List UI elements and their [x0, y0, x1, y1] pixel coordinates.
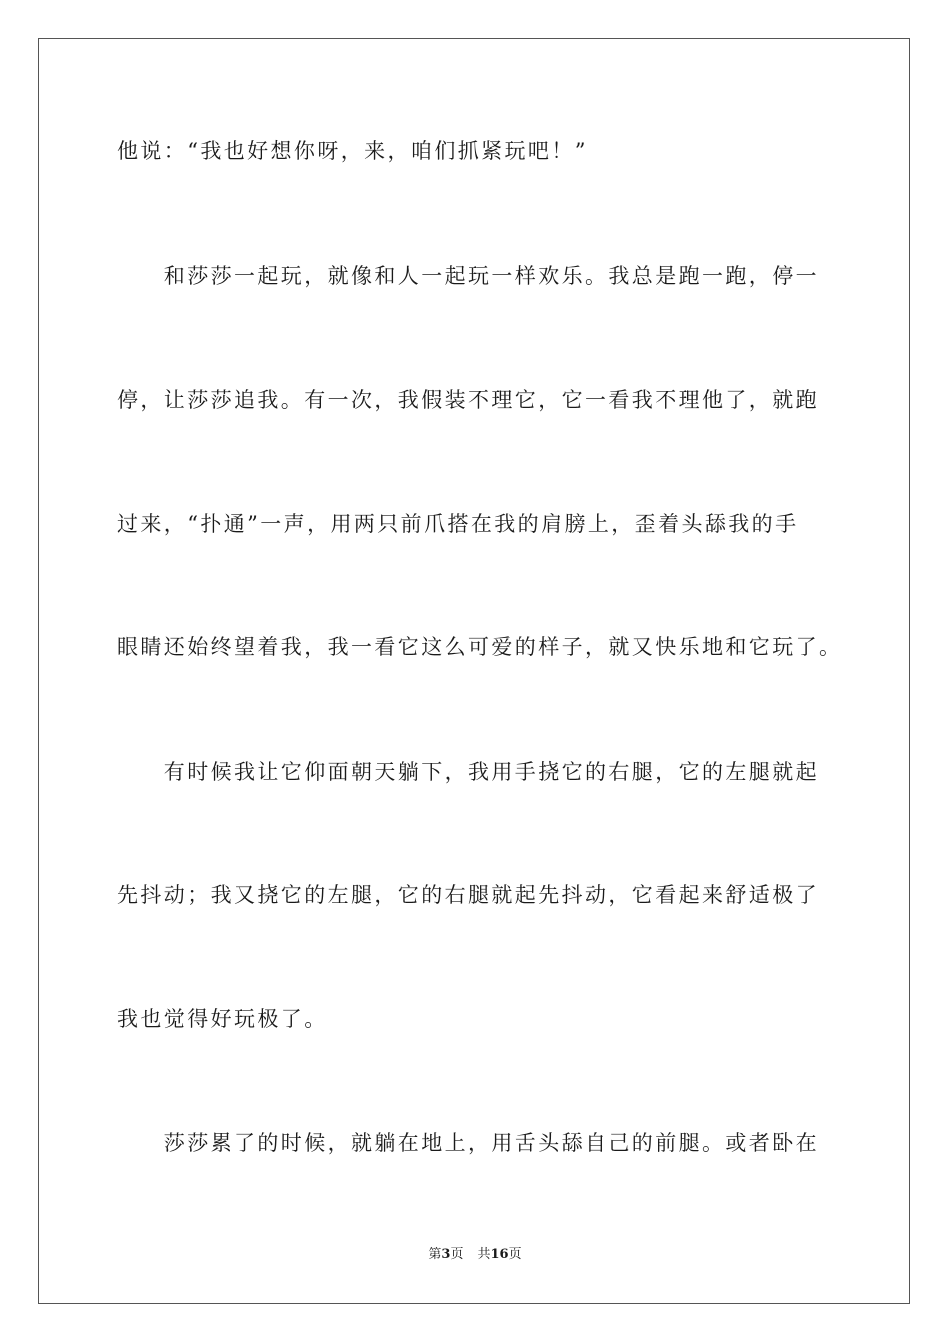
- total-pages-suffix: 页: [508, 1247, 522, 1262]
- total-pages-prefix: 共: [477, 1247, 491, 1262]
- body-text-line-1: 他说：“我也好想你呀，来，咱们抓紧玩吧！”: [117, 139, 588, 163]
- page-number-prefix: 第: [428, 1247, 442, 1262]
- body-text-line-3: 停，让莎莎追我。有一次，我假装不理它，它一看我不理他了，就跑: [117, 388, 819, 412]
- body-text-line-8: 我也觉得好玩极了。: [117, 1007, 328, 1031]
- total-pages-value: 16: [490, 1247, 509, 1262]
- page-border: [38, 38, 910, 1304]
- body-text-line-7: 先抖动；我又挠它的左腿，它的右腿就起先抖动，它看起来舒适极了: [117, 883, 819, 907]
- body-text-line-5: 眼睛还始终望着我，我一看它这么可爱的样子，就又快乐地和它玩了。: [117, 635, 843, 659]
- page-footer: [0, 1246, 950, 1264]
- body-text-line-6: 有时候我让它仰面朝天躺下，我用手挠它的右腿，它的左腿就起: [117, 760, 819, 784]
- body-text-line-9: 莎莎累了的时候，就躺在地上，用舌头舔自己的前腿。或者卧在: [117, 1131, 819, 1155]
- page-number: [428, 1247, 463, 1262]
- page-number-suffix: 页: [450, 1247, 464, 1262]
- page-number-value: 3: [441, 1247, 451, 1262]
- body-text-line-2: 和莎莎一起玩，就像和人一起玩一样欢乐。我总是跑一跑，停一: [117, 264, 819, 288]
- total-pages: [477, 1247, 521, 1262]
- body-text-line-4: 过来，“扑通”一声，用两只前爪搭在我的肩膀上，歪着头舔我的手: [117, 512, 799, 536]
